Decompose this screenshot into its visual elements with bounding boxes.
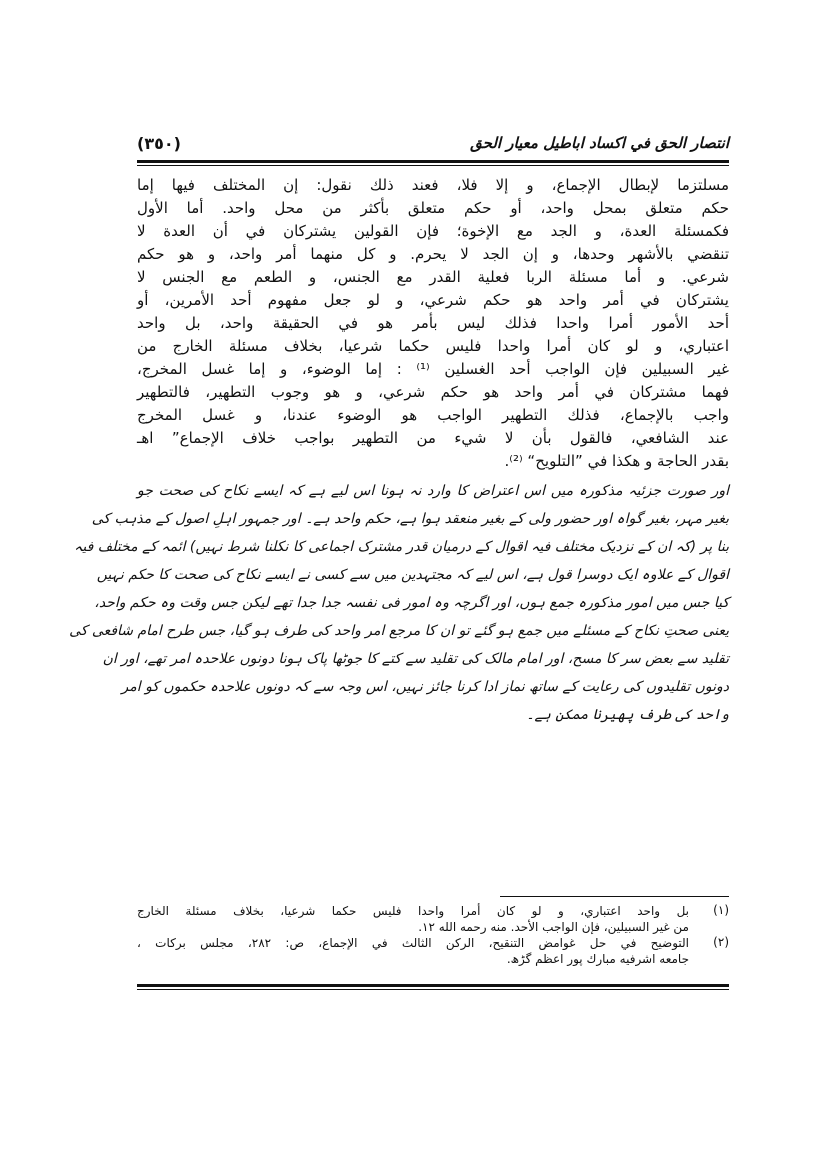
text-line: شرعي. و أما مسئلة الربا فعلية القدر مع الجنس، و الطعم مع الجنس لا: [137, 268, 729, 286]
text-line: واحد کی طرف پھیرنا ممکن ہے۔: [526, 707, 729, 723]
text-line: واجب بالإجماع، فذلك التطهير الواجب هو الوضوء عندنا، و غسل المخرج: [137, 406, 729, 424]
text-line: بقدر الحاجة و هكذا في ”التلويح“ ⁽²⁾.: [504, 452, 729, 470]
arabic-quotation: [137, 174, 729, 473]
text-line: تنقضي بالأشهر وحدها، و إن الجد لا يحرم. و كل منهما أمر واحد، و هو حكم: [137, 245, 729, 263]
text-line: بغیر مہر، بغیر گواہ اور حضور ولی کے بغیر منعقد ہوا ہے، حکم واحد ہے۔ اور جمہور اہلِ اصول کے مذہب کی: [91, 511, 729, 527]
text-line: یعنی صحتِ نکاح کے مسئلے میں جمع ہو گئے تو ان کا مرجع امر واحد کی طرف ہو گیا، جس طرح امام شافعی کی: [69, 623, 729, 639]
text-line: عند الشافعي، فالقول بأن لا شيء من التطهير بواجب خلاف الإجماع” اهـ: [137, 429, 729, 447]
text-line: دونوں تقلیدوں کی رعایت کے ساتھ نماز ادا کرنا جائز نہیں، اس وجہ سے کہ دونوں علاحدہ حکموں کو امر: [121, 679, 729, 695]
footnote-line: من غير السبيلين، فإن الواجب الأحد. منه رحمه الله ١٢.: [418, 920, 689, 934]
footnote: [137, 903, 729, 935]
footnote-line: التوضيح في حل غوامض التنقيح، الركن الثالث في الإجماع، ص: ٢٨٢، مجلس بركات ،: [137, 936, 689, 950]
text-line: کیا جس میں امور مذکورہ جمع ہوں، اور اگرچہ وہ امور فی نفسہ جدا جدا تھے لیکن جس وقت وہ حکم واحد،: [94, 595, 729, 611]
footnote-line: بل واحد اعتباري، و لو كان أمرا واحدا فليس حكما شرعيا، بخلاف مسئلة الخارج: [137, 904, 689, 918]
text-line: تقلید سے بعض سر کا مسح، اور امام مالک کی تقلید سے کتے کا جوٹھا پاک ہونا دونوں علاحدہ امر تھے، اور ان: [102, 651, 729, 667]
book-title: انتصار الحق في اكساد اباطيل معيار الحق: [470, 134, 729, 152]
text-line: اعتباري، و لو كان أمرا واحدا فليس حكما شرعيا، بخلاف مسئلة الخارج من: [137, 337, 729, 355]
footnote-body: [137, 935, 689, 967]
footnote-rule: [500, 896, 729, 897]
footer-rule: [137, 984, 729, 990]
text-line: فهما مشتركان في أمر واحد هو حكم شرعي، و هو وجوب التطهير، فالتطهير: [137, 383, 729, 401]
footnote-line: جامعه اشرفيه مبارك پور اعظم گڑھ.: [506, 952, 689, 966]
header-rule: [137, 160, 729, 166]
urdu-paragraph: [69, 477, 730, 729]
footnotes: [137, 903, 729, 967]
footnote-number: (١): [713, 903, 729, 917]
footnote-number: (٢): [713, 935, 729, 949]
text-line: حكم متعلق بمحل واحد، أو حكم متعلق بأكثر من محل واحد. أما الأول: [137, 199, 729, 217]
text-line: بنا پر (کہ ان کے نزدیک مختلف فیہ اقوال کے درمیان قدر مشترک اجماعی کا نکلنا شرط نہیں) ائمہ کے مختلف فیہ: [74, 539, 729, 555]
text-line: يشتركان في أمر واحد هو حكم شرعي، و لو جعل مفهوم أحد الأمرين، أو: [137, 291, 729, 309]
text-line: فكمسئلة العدة، و الجد مع الإخوة؛ فإن القولين يشتركان في أن العدة لا: [137, 222, 729, 240]
footnote: [137, 935, 729, 967]
text-line: مسلتزما لإبطال الإجماع، و إلا فلا، فعند ذلك نقول: إن المختلف فيها إما: [137, 176, 729, 194]
page-number: (٣٥٠): [137, 134, 181, 153]
footnote-body: [137, 903, 689, 935]
running-header: [137, 132, 729, 158]
text-line: اور صورت جزئیہ مذکورہ میں اس اعتراض کا وارد نہ ہونا اس لیے ہے کہ ایسے نکاح کی صحت جو: [137, 483, 730, 499]
text-line: غير السبيلين فإن الواجب أحد الغسلين ⁽¹⁾ : إما الوضوء، و إما غسل المخرج،: [137, 360, 730, 378]
text-line: أحد الأمور أمرا واحدا فذلك ليس بأمر هو في الحقيقة واحد، بل واحد: [137, 314, 729, 332]
text-line: اقوال کے علاوہ ایک دوسرا قول ہے، اس لیے کہ مجتہدین میں سے کسی نے ایسے نکاح کی صحت کا حکم نہیں: [96, 567, 729, 583]
